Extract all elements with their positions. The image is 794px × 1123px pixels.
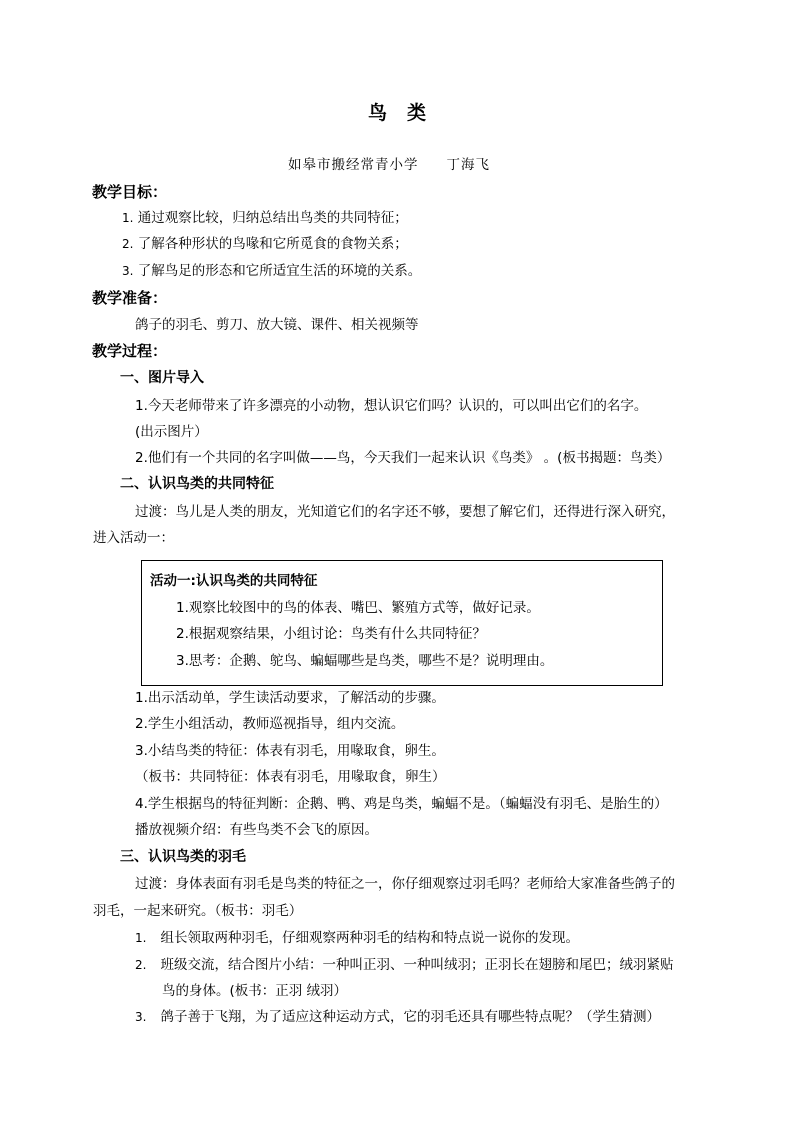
author-school: 如皋市搬经常青小学 — [288, 157, 419, 173]
author-line — [288, 155, 490, 175]
section-1-line: 2.他们有一个共同的名字叫做——鸟，今天我们一起来认识《鸟类》 。(板书揭题：鸟类） — [135, 450, 671, 466]
section-2-heading: 二、认识鸟类的共同特征 — [120, 476, 274, 492]
process-heading: 教学过程： — [92, 342, 168, 360]
section-3-item: 3. 鸽子善于飞翔，为了适应这种运动方式，它的羽毛还具有哪些特点呢？（学生猜测） — [135, 1009, 660, 1025]
section-2-line: 2.学生小组活动，教师巡视指导，组内交流。 — [135, 716, 405, 732]
activity-box-line: 3.思考：企鹅、鸵鸟、蝙蝠哪些是鸟类，哪些不是？说明理由。 — [176, 653, 554, 669]
section-2-line: 1.出示活动单，学生读活动要求，了解活动的步骤。 — [135, 690, 445, 706]
activity-box-title: 活动一:认识鸟类的共同特征 — [150, 573, 318, 589]
section-2-line: （板书：共同特征：体表有羽毛，用喙取食，卵生） — [135, 769, 446, 785]
author-name: 丁海飞 — [446, 157, 490, 173]
section-1-line: 1.今天老师带来了许多漂亮的小动物，想认识它们吗？认识的，可以叫出它们的名字。 — [135, 398, 648, 414]
page-title: 鸟类 — [367, 102, 446, 124]
section-1-heading: 一、图片导入 — [120, 370, 204, 386]
prep-text: 鸽子的羽毛、剪刀、放大镜、课件、相关视频等 — [135, 317, 419, 333]
section-3-item-continued: 鸟的身体。(板书：正羽 绒羽） — [162, 983, 348, 999]
prep-heading: 教学准备： — [92, 289, 168, 307]
goal-item: 3. 了解鸟足的形态和它所适宜生活的环境的关系。 — [122, 263, 422, 279]
section-3-transition: 羽毛，一起来研究。（板书：羽毛） — [93, 903, 303, 919]
section-2-line: 3.小结鸟类的特征：体表有羽毛，用喙取食，卵生。 — [135, 743, 445, 759]
section-3-heading: 三、认识鸟类的羽毛 — [120, 849, 246, 865]
section-2-line: 播放视频介绍：有些鸟类不会飞的原因。 — [135, 822, 378, 838]
activity-box-line: 1.观察比较图中的鸟的体表、嘴巴、繁殖方式等，做好记录。 — [176, 600, 540, 616]
section-3-item: 1. 组长领取两种羽毛，仔细观察两种羽毛的结构和特点说一说你的发现。 — [135, 930, 579, 946]
goal-item: 2. 了解各种形状的鸟喙和它所觅食的食物关系； — [122, 236, 408, 252]
goals-heading: 教学目标： — [92, 183, 168, 201]
section-2-transition: 进入活动一： — [93, 530, 174, 546]
section-1-line: (出示图片） — [135, 424, 208, 440]
section-3-transition: 过渡：身体表面有羽毛是鸟类的特征之一，你仔细观察过羽毛吗？老师给大家准备些鸽子的 — [135, 876, 675, 892]
section-2-line: 4.学生根据鸟的特征判断：企鹅、鸭、鸡是鸟类，蝙蝠不是。（蝙蝠没有羽毛、是胎生的） — [135, 796, 668, 812]
activity-box-line: 2.根据观察结果，小组讨论：鸟类有什么共同特征？ — [176, 626, 486, 642]
section-2-transition: 过渡：鸟儿是人类的朋友，光知道它们的名字还不够，要想了解它们，还得进行深入研究， — [135, 504, 675, 520]
section-3-item: 2. 班级交流，结合图片小结：一种叫正羽、一种叫绒羽；正羽长在翅膀和尾巴；绒羽紧贴 — [135, 957, 674, 973]
goal-item: 1. 通过观察比较，归纳总结出鸟类的共同特征； — [122, 210, 408, 226]
